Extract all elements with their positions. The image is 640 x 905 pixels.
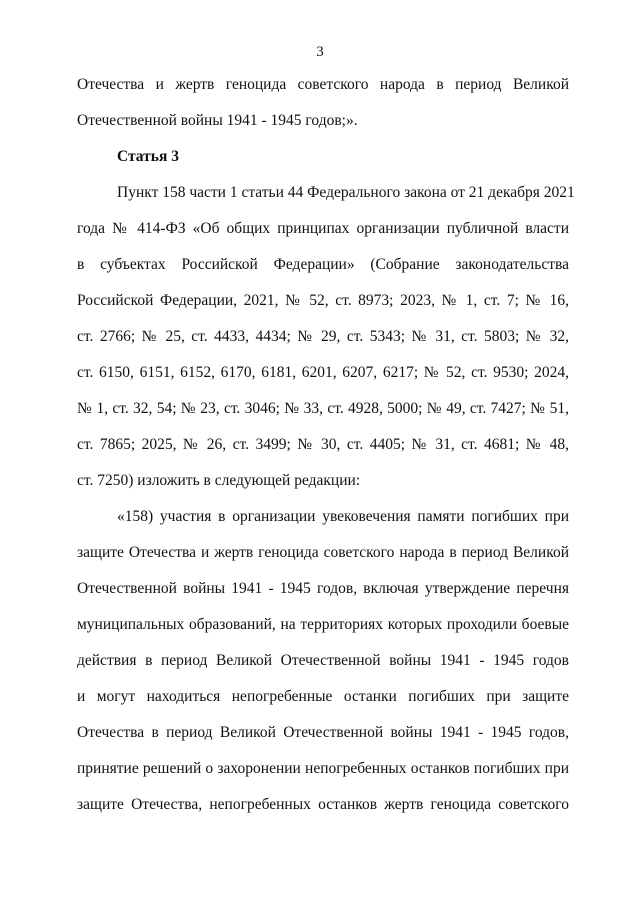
- text-line: ст. 7250) изложить в следующей редакции:: [77, 472, 361, 489]
- text-line: № 1, ст. 32, 54; № 23, ст. 3046; № 33, ст. 4928, 5000; № 49, ст. 7427; № 51,: [77, 400, 569, 417]
- text-line: Отечества в период Великой Отечественной войны 1941 - 1945 годов,: [77, 724, 569, 741]
- text-line: ст. 2766; № 25, ст. 4433, 4434; № 29, ст. 5343; № 31, ст. 5803; № 32,: [77, 328, 569, 345]
- text-line: ст. 7865; 2025, № 26, ст. 3499; № 30, ст. 4405; № 31, ст. 4681; № 48,: [77, 436, 569, 453]
- text-line: защите Отечества и жертв геноцида советского народа в период Великой: [77, 544, 569, 561]
- text-line: муниципальных образований, на территориях которых проходили боевые: [77, 616, 569, 633]
- text-line: Отечества и жертв геноцида советского народа в период Великой: [77, 76, 569, 93]
- page-number: 3: [316, 44, 324, 60]
- text-line: Отечественной войны 1941 - 1945 годов;».: [77, 112, 358, 129]
- text-line: года № 414-ФЗ «Об общих принципах организации публичной власти: [77, 220, 569, 237]
- text-line: «158) участия в организации увековечения памяти погибших при: [117, 508, 569, 525]
- text-line: в субъектах Российской Федерации» (Собрание законодательства: [77, 256, 569, 273]
- text-line: Пункт 158 части 1 статьи 44 Федерального закона от 21 декабря 2021: [117, 184, 575, 201]
- text-line: защите Отечества, непогребенных останков жертв геноцида советского: [77, 796, 569, 813]
- text-line: действия в период Великой Отечественной войны 1941 - 1945 годов: [77, 652, 569, 669]
- text-line: и могут находиться непогребенные останки погибших при защите: [77, 688, 569, 705]
- text-line: Отечественной войны 1941 - 1945 годов, включая утверждение перечня: [77, 580, 569, 597]
- text-line: ст. 6150, 6151, 6152, 6170, 6181, 6201, 6207, 6217; № 52, ст. 9530; 2024,: [77, 364, 569, 381]
- article-heading: Статья 3: [117, 148, 179, 165]
- text-line: принятие решений о захоронении непогребенных останков погибших при: [77, 760, 569, 777]
- text-line: Российской Федерации, 2021, № 52, ст. 8973; 2023, № 1, ст. 7; № 16,: [77, 292, 569, 309]
